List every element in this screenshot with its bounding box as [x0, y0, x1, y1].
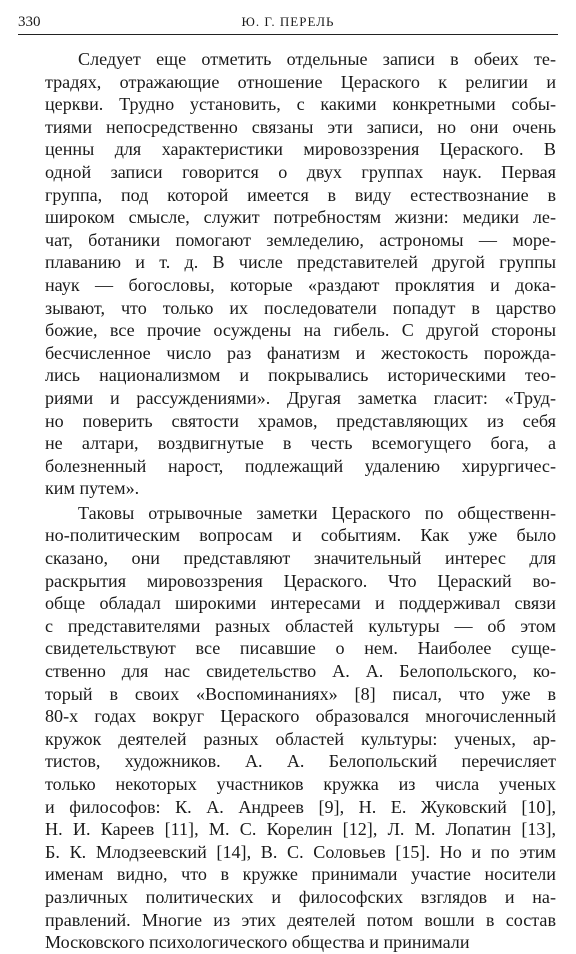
text-line: наук — богословы, которые «раздают проклятия и дока-	[45, 274, 556, 295]
text-line: церкви. Трудно установить, с какими конкретными собы-	[45, 94, 556, 115]
text-line: божие, все прочие осуждены на гибель. С другой стороны	[45, 320, 556, 341]
text-line: кружок деятелей разных областей культуры: ученых, ар-	[45, 728, 556, 749]
text-line: одной записи говорится о двух группах наук. Первая	[45, 161, 556, 182]
text-line: обще обладал широкими интересами и поддерживал связи	[45, 593, 556, 614]
text-line: Б. К. Млодзеевский [14], В. С. Соловьев [15]. Но и по этим	[45, 841, 556, 862]
text-line: Таковы отрывочные заметки Цераского по общественн-	[78, 502, 556, 523]
text-line: не алтари, воздвигнутые в честь всемогущего бога, а	[45, 433, 556, 454]
text-line: 80-х годах вокруг Цераского образовался многочисленный	[45, 706, 556, 727]
text-line: различных политических и философских взглядов и на-	[45, 886, 556, 907]
paragraph	[12, 502, 556, 954]
text-line: плаванию и т. д. В числе представителей другой группы	[45, 252, 556, 273]
text-line: Н. И. Кареев [11], М. С. Корелин [12], Л. М. Лопатин [13],	[45, 819, 556, 840]
text-line: именам видно, что в кружке принимали участие носители	[45, 864, 556, 885]
text-line: но-политическим вопросам и событиям. Как уже было	[45, 525, 556, 546]
text-line: лись национализмом и покрывались историческими тео-	[45, 365, 556, 386]
text-line: чат, ботаники помогают земледелию, астрономы — море-	[45, 229, 556, 250]
text-line: болезненный нарост, подлежащий удалению хирургичес-	[45, 455, 556, 476]
text-line: ственно для нас свидетельство А. А. Белопольского, ко-	[45, 661, 556, 682]
text-line: но поверить святости храмов, представляющих из себя	[45, 410, 556, 431]
text-line: бесчисленное число раз фанатизм и жестокость порожда-	[45, 342, 556, 363]
text-line: группа, под которой имеется в виду естествознание в	[45, 184, 556, 205]
header-rule	[18, 34, 558, 35]
text-line: ценны для характеристики мировоззрения Цераского. В	[45, 139, 556, 160]
text-line: широком смысле, служит потребностям жизни: медики ле-	[45, 207, 556, 228]
running-head: Ю. Г. ПЕРЕЛЬ	[241, 14, 335, 29]
text-line: риями и рассуждениями». Другая заметка гласит: «Труд-	[45, 387, 556, 408]
text-line: ким путем».	[45, 478, 140, 499]
text-line: с представителями разных областей культуры — об этом	[45, 615, 556, 636]
text-line: зывают, что только их последователи попадут в царство	[45, 297, 556, 318]
page-number: 330	[18, 14, 41, 30]
text-line: тиями непосредственно связаны эти записи, но они очень	[45, 116, 556, 137]
paragraph	[12, 48, 556, 500]
text-line: традях, отражающие отношение Цераского к религии и	[45, 71, 556, 92]
body-text	[12, 48, 556, 954]
text-line: торый в своих «Воспоминаниях» [8] писал, что уже в	[45, 683, 556, 704]
text-line: правлений. Многие из этих деятелей потом вошли в состав	[45, 909, 556, 930]
text-line: свидетельствуют все писавшие о нем. Наиболее суще-	[45, 638, 556, 659]
text-line: тистов, художников. А. А. Белопольский перечисляет	[45, 751, 556, 772]
text-line: только некоторых участников кружка из числа ученых	[45, 774, 556, 794]
text-line: Следует еще отметить отдельные записи в обеих те-	[78, 49, 556, 69]
page-header	[18, 12, 558, 32]
text-line: раскрытия мировоззрения Цераского. Что Цераский во-	[45, 570, 556, 591]
text-line: и философов: К. А. Андреев [9], Н. Е. Жуковский [10],	[45, 796, 556, 817]
text-line: Московского психологического общества и принимали	[45, 932, 470, 953]
text-line: сказано, они представляют значительный интерес для	[45, 548, 556, 569]
